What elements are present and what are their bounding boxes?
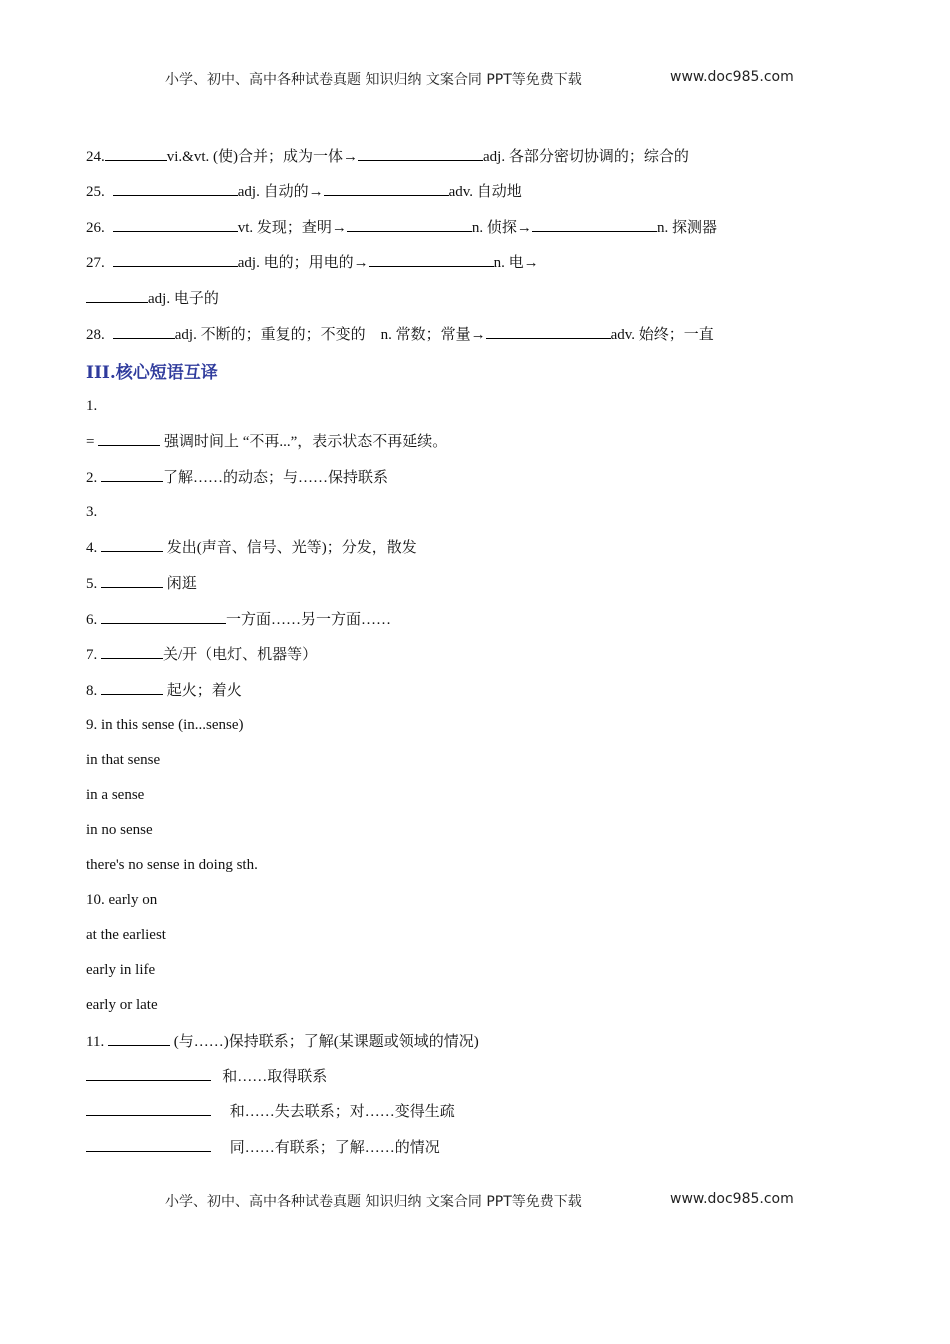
blank[interactable] — [101, 573, 163, 588]
definition: 关/开（电灯、机器等） — [163, 647, 318, 663]
item-number: 25. — [86, 184, 105, 200]
blank[interactable] — [113, 252, 238, 267]
footer-text: 小学、初中、高中各种试卷真题 知识归纳 文案合同 PPT等免费下载 — [165, 1194, 582, 1210]
blank[interactable] — [101, 609, 226, 624]
blank[interactable] — [86, 1101, 211, 1116]
page-header — [165, 69, 794, 89]
definition: adj. 各部分密切协调的；综合的 — [483, 149, 689, 165]
item-number: 1. — [86, 398, 98, 414]
phrase-9: 9. in this sense (in...sense) — [86, 717, 244, 733]
definition: vt. 发现；查明→ — [237, 220, 347, 236]
definition: adj. 不断的；重复的；不变的 n. 常数；常量→ — [174, 327, 486, 343]
phrase-10c: early or late — [86, 997, 158, 1013]
item-number: 2. — [86, 470, 98, 486]
definition: adv. 自动地 — [448, 184, 522, 200]
blank[interactable] — [98, 431, 160, 446]
definition: adv. 始终；一直 — [610, 327, 714, 343]
definition: 和……失去联系；对……变得生疏 — [229, 1104, 455, 1120]
blank[interactable] — [113, 324, 175, 339]
vocab-line-24 — [86, 146, 689, 167]
header-url[interactable]: www.doc985.com — [670, 69, 794, 85]
equals-sign: = — [86, 434, 95, 450]
phrase-5 — [86, 573, 197, 594]
definition: 了解……的动态；与……保持联系 — [163, 470, 389, 486]
definition: n. 侦探→ — [471, 220, 532, 236]
blank[interactable] — [108, 1031, 170, 1046]
phrase-1-cont — [86, 431, 447, 452]
blank[interactable] — [101, 467, 163, 482]
item-number: 8. — [86, 683, 98, 699]
definition: 一方面……另一方面…… — [226, 612, 392, 628]
item-number: 26. — [86, 220, 105, 236]
phrase-10a: at the earliest — [86, 927, 166, 943]
blank[interactable] — [324, 181, 449, 196]
vocab-line-25 — [86, 181, 522, 202]
phrase-8 — [86, 680, 242, 701]
blank[interactable] — [101, 644, 163, 659]
definition: 同……有联系；了解……的情况 — [229, 1140, 440, 1156]
definition: adj. 电子的 — [148, 291, 219, 307]
blank[interactable] — [113, 181, 238, 196]
vocab-line-26 — [86, 217, 717, 238]
definition: n. 电→ — [493, 255, 539, 271]
blank[interactable] — [358, 146, 483, 161]
phrase-3 — [86, 502, 97, 522]
definition: vi.&vt. (使)合并；成为一体→ — [166, 149, 358, 165]
definition: adj. 自动的→ — [237, 184, 324, 200]
phrase-9b: in a sense — [86, 787, 145, 803]
blank[interactable] — [486, 324, 611, 339]
blank[interactable] — [369, 252, 494, 267]
phrase-7 — [86, 644, 317, 665]
phrase-9d: there's no sense in doing sth. — [86, 857, 258, 873]
definition: 闲逛 — [166, 576, 197, 592]
blank[interactable] — [113, 217, 238, 232]
blank[interactable] — [347, 217, 472, 232]
item-number: 28. — [86, 327, 105, 343]
blank[interactable] — [86, 1137, 211, 1152]
phrase-11d — [86, 1101, 455, 1122]
definition: 发出(声音、信号、光等)；分发，散发 — [166, 540, 417, 556]
blank[interactable] — [532, 217, 657, 232]
definition: 强调时间上 “不再...”，表示状态不再延续。 — [163, 434, 448, 450]
definition: adj. 电的；用电的→ — [237, 255, 369, 271]
phrase-2 — [86, 467, 388, 488]
definition: (与……)保持联系；了解(某课题或领域的情况) — [173, 1034, 479, 1050]
item-number: 27. — [86, 255, 105, 271]
vocab-line-27 — [86, 252, 539, 273]
blank[interactable] — [105, 146, 167, 161]
definition: n. 探测器 — [656, 220, 717, 236]
header-text: 小学、初中、高中各种试卷真题 知识归纳 文案合同 PPT等免费下载 — [165, 72, 582, 88]
phrase-10b: early in life — [86, 962, 156, 978]
footer-url[interactable]: www.doc985.com — [670, 1191, 794, 1207]
blank[interactable] — [86, 1066, 211, 1081]
definition: 和……取得联系 — [222, 1069, 328, 1085]
phrase-11 — [86, 1031, 479, 1052]
phrase-9c: in no sense — [86, 822, 153, 838]
blank[interactable] — [86, 288, 148, 303]
item-number: 5. — [86, 576, 98, 592]
page-footer — [165, 1191, 794, 1211]
blank[interactable] — [101, 680, 163, 695]
item-number: 4. — [86, 540, 98, 556]
phrase-11e — [86, 1137, 440, 1158]
section-heading: III.核心短语互译 — [86, 363, 218, 383]
phrase-4 — [86, 537, 417, 558]
vocab-line-28 — [86, 324, 714, 345]
phrase-6 — [86, 609, 391, 630]
phrase-11c — [86, 1066, 327, 1087]
blank[interactable] — [101, 537, 163, 552]
item-number: 24. — [86, 149, 105, 165]
item-number: 7. — [86, 647, 98, 663]
item-number: 11. — [86, 1034, 105, 1050]
definition: 起火；着火 — [166, 683, 242, 699]
phrase-10: 10. early on — [86, 892, 158, 908]
item-number: 3. — [86, 504, 98, 520]
vocab-line-27-cont — [86, 288, 219, 309]
phrase-9a: in that sense — [86, 752, 161, 768]
phrase-1 — [86, 396, 97, 416]
item-number: 6. — [86, 612, 98, 628]
